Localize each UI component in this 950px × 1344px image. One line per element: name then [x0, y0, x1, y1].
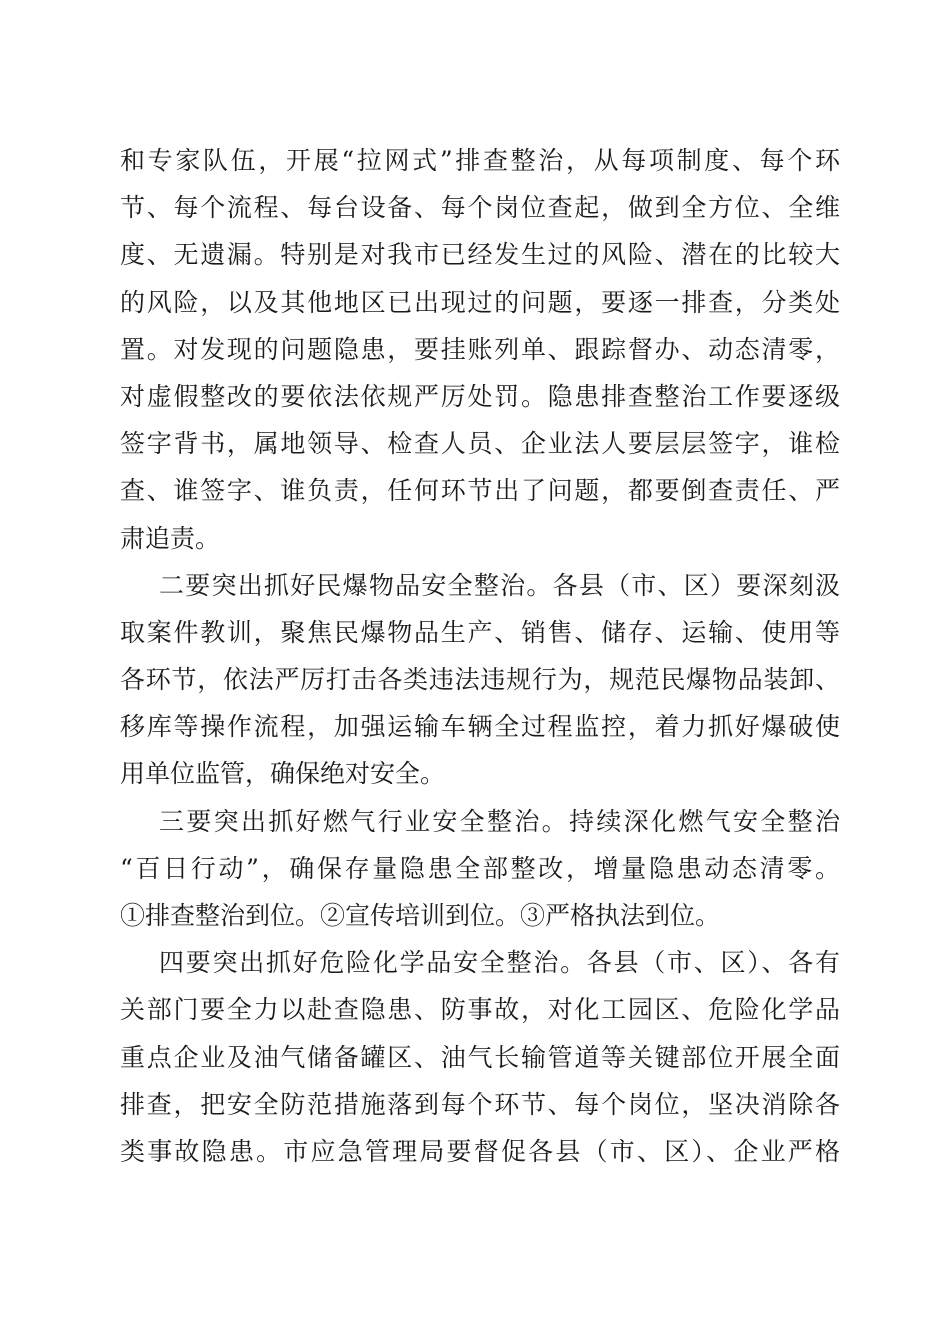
text-line: 重点企业及油气储备罐区、油气长输管道等关键部位开展全面 — [120, 1042, 840, 1072]
text-line: 节、每个流程、每台设备、每个岗位查起，做到全方位、全维 — [120, 193, 840, 223]
text-line: 和专家队伍，开展“拉网式”排查整治，从每项制度、每个环 — [120, 146, 840, 175]
text-line: 对虚假整改的要依法依规严厉处罚。隐患排查整治工作要逐级 — [120, 381, 840, 411]
text-line: 肃追责。 — [120, 523, 221, 553]
text-line: 用单位监管，确保绝对安全。 — [120, 759, 446, 789]
text-line: 移库等操作流程，加强运输车辆全过程监控，着力抓好爆破使 — [120, 712, 840, 742]
text-line: ①排查整治到位。②宣传培训到位。③严格执法到位。 — [120, 901, 721, 930]
text-line: “百日行动”，确保存量隐患全部整改，增量隐患动态清零。 — [120, 853, 840, 883]
text-line: 签字背书，属地领导、检查人员、企业法人要层层签字，谁检 — [120, 429, 840, 459]
text-line: 置。对发现的问题隐患，要挂账列单、跟踪督办、动态清零， — [120, 334, 840, 364]
paragraph-start-line: 二要突出抓好民爆物品安全整治。各县（市、区）要深刻汲 — [159, 570, 840, 600]
text-line: 的风险，以及其他地区已出现过的问题，要逐一排查，分类处 — [120, 287, 840, 317]
body-text — [120, 137, 840, 1175]
text-line: 类事故隐患。市应急管理局要督促各县（市、区）、企业严格 — [120, 1136, 840, 1166]
text-line: 查、谁签字、谁负责，任何环节出了问题，都要倒查责任、严 — [120, 476, 840, 506]
text-line: 度、无遗漏。特别是对我市已经发生过的风险、潜在的比较大 — [120, 240, 840, 270]
text-line: 关部门要全力以赴查隐患、防事故，对化工园区、危险化学品 — [120, 995, 840, 1025]
text-line: 各环节，依法严厉打击各类违法违规行为，规范民爆物品装卸、 — [120, 665, 840, 695]
paragraph-start-line: 三要突出抓好燃气行业安全整治。持续深化燃气安全整治 — [159, 806, 840, 836]
text-line: 排查，把安全防范措施落到每个环节、每个岗位，坚决消除各 — [120, 1089, 840, 1119]
paragraph-start-line: 四要突出抓好危险化学品安全整治。各县（市、区）、各有 — [159, 948, 840, 978]
text-line: 取案件教训，聚焦民爆物品生产、销售、储存、运输、使用等 — [120, 617, 840, 647]
